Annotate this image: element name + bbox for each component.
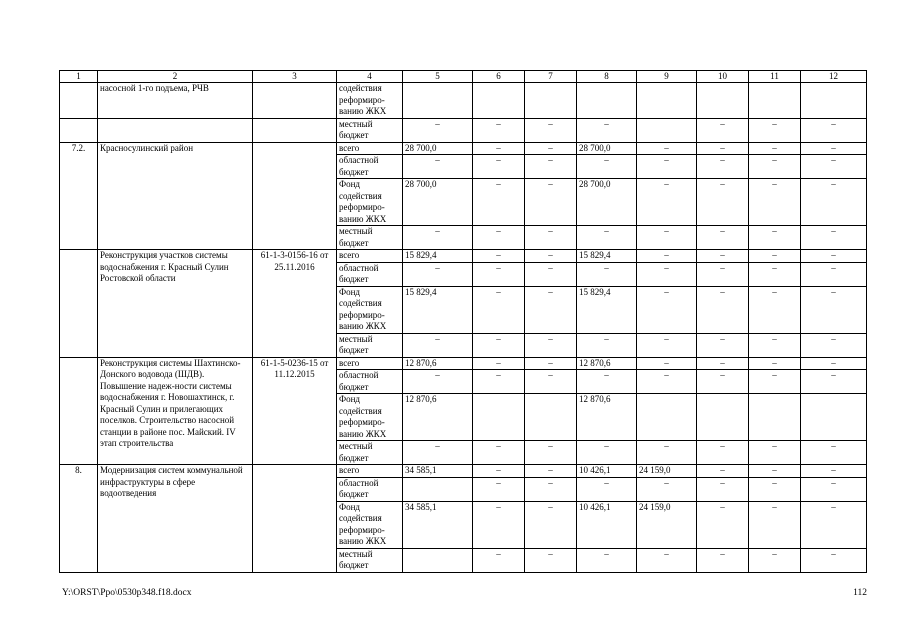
value-cell [749,394,801,441]
object-name-cell: Реконструкция участков системы водоснабжения г. Красный Сулин Ростовской области [98,250,253,358]
value-cell: – [697,262,749,286]
value-cell: – [577,155,637,179]
value-cell [801,83,867,119]
value-cell: – [801,250,867,263]
value-cell: – [473,333,525,357]
value-cell: 15 829,4 [577,286,637,333]
value-cell: – [473,142,525,155]
funding-source-cell: всего [337,465,403,478]
value-cell: 28 700,0 [403,179,473,226]
value-cell: – [749,548,801,572]
row-number-cell [60,83,98,119]
value-cell: – [577,262,637,286]
value-cell: 28 700,0 [577,142,637,155]
value-cell [473,83,525,119]
column-header: 2 [98,71,253,83]
value-cell: – [403,226,473,250]
value-cell: 15 829,4 [403,286,473,333]
value-cell: – [525,501,577,548]
value-cell [525,394,577,441]
value-cell: – [577,548,637,572]
funding-source-cell: областной бюджет [337,477,403,501]
value-cell [403,548,473,572]
table-row [60,142,867,155]
value-cell: – [749,179,801,226]
object-name-cell: насосной 1-го подъема, РЧВ [98,83,253,119]
value-cell: – [697,286,749,333]
value-cell: – [801,548,867,572]
value-cell: 12 870,6 [577,394,637,441]
row-number-cell [60,118,98,142]
column-header: 10 [697,71,749,83]
value-cell [637,83,697,119]
value-cell [525,83,577,119]
funding-source-cell: областной бюджет [337,262,403,286]
value-cell: 34 585,1 [403,465,473,478]
value-cell: – [525,226,577,250]
value-cell: – [637,262,697,286]
value-cell [697,394,749,441]
value-cell: – [697,333,749,357]
value-cell: – [473,501,525,548]
column-header: 12 [801,71,867,83]
value-cell: – [801,357,867,370]
value-cell: 12 870,6 [577,357,637,370]
value-cell: – [577,441,637,465]
value-cell: – [473,179,525,226]
value-cell: – [697,250,749,263]
value-cell [637,394,697,441]
value-cell: – [749,501,801,548]
value-cell: – [637,357,697,370]
value-cell [403,477,473,501]
value-cell: – [473,226,525,250]
funding-source-cell: всего [337,357,403,370]
value-cell: – [525,333,577,357]
value-cell: – [473,370,525,394]
value-cell: – [525,286,577,333]
value-cell: – [801,155,867,179]
value-cell: – [749,262,801,286]
value-cell: – [749,142,801,155]
funding-source-cell: областной бюджет [337,370,403,394]
value-cell: – [637,155,697,179]
value-cell: – [473,441,525,465]
value-cell: – [577,333,637,357]
value-cell: – [473,548,525,572]
value-cell: – [525,262,577,286]
value-cell: – [525,250,577,263]
value-cell: – [801,501,867,548]
value-cell: – [749,441,801,465]
funding-source-cell: местный бюджет [337,118,403,142]
value-cell: – [577,118,637,142]
value-cell: – [749,155,801,179]
document-code-cell: 61-1-3-0156-16 от 25.11.2016 [253,250,337,358]
table-row [60,83,867,119]
column-header: 8 [577,71,637,83]
value-cell: – [749,370,801,394]
page-number: 112 [853,588,867,598]
table-row [60,465,867,478]
value-cell: – [697,477,749,501]
document-code-cell: 61-1-5-0236-15 от 11.12.2015 [253,357,337,465]
funding-source-cell: Фонд содействия реформиро-ванию ЖКХ [337,179,403,226]
funding-source-cell: всего [337,142,403,155]
column-header: 4 [337,71,403,83]
funding-source-cell: местный бюджет [337,226,403,250]
document-code-cell [253,465,337,573]
value-cell [749,83,801,119]
value-cell: – [749,465,801,478]
value-cell: – [525,370,577,394]
value-cell [801,394,867,441]
value-cell: – [525,179,577,226]
value-cell: – [801,142,867,155]
value-cell: – [697,357,749,370]
value-cell: – [637,477,697,501]
column-header: 5 [403,71,473,83]
value-cell: – [697,226,749,250]
funding-source-cell: всего [337,250,403,263]
value-cell: – [801,262,867,286]
value-cell: – [637,333,697,357]
value-cell: – [525,477,577,501]
value-cell: 24 159,0 [637,465,697,478]
value-cell: – [525,142,577,155]
value-cell: – [801,118,867,142]
value-cell: – [637,286,697,333]
value-cell: – [525,441,577,465]
value-cell: – [801,286,867,333]
file-path: Y:\ORST\Ppo\0530p348.f18.docx [62,588,192,598]
value-cell: – [749,333,801,357]
funding-source-cell: областной бюджет [337,155,403,179]
value-cell: – [637,250,697,263]
value-cell [473,394,525,441]
value-cell: – [403,262,473,286]
value-cell: – [473,250,525,263]
value-cell: – [637,226,697,250]
object-name-cell: Модернизация систем коммунальной инфраструктуры в сфере водоотведения [98,465,253,573]
table-body [60,71,867,573]
value-cell: – [749,477,801,501]
document-code-cell [253,118,337,142]
value-cell: 12 870,6 [403,394,473,441]
column-header: 7 [525,71,577,83]
row-number-cell: 8. [60,465,98,573]
value-cell: 12 870,6 [403,357,473,370]
row-number-cell: 7.2. [60,142,98,250]
funding-source-cell: Фонд содействия реформиро-ванию ЖКХ [337,286,403,333]
value-cell: – [697,370,749,394]
value-cell: – [473,155,525,179]
value-cell: – [697,548,749,572]
value-cell: – [637,179,697,226]
value-cell: – [525,357,577,370]
value-cell [403,83,473,119]
value-cell: – [473,477,525,501]
value-cell: – [801,370,867,394]
value-cell: – [525,155,577,179]
value-cell: – [697,179,749,226]
object-name-cell: Реконструкция системы Шахтинско-Донского водовода (ШДВ). Повышение надеж-ности системы водоснабжения г. Новошахтинск, г. Красный Сулин и прилегающих поселков. Строительство насосной станции в районе пос. Майский. IV этап строительства [98,357,253,465]
table-row [60,250,867,263]
column-header: 6 [473,71,525,83]
value-cell: – [801,333,867,357]
funding-source-cell: Фонд содействия реформиро-ванию ЖКХ [337,501,403,548]
budget-table [59,70,867,573]
value-cell: – [525,118,577,142]
value-cell: – [801,179,867,226]
column-header: 9 [637,71,697,83]
value-cell: – [749,118,801,142]
value-cell: 10 426,1 [577,501,637,548]
value-cell: 28 700,0 [403,142,473,155]
value-cell: – [403,155,473,179]
column-header: 11 [749,71,801,83]
value-cell: – [697,155,749,179]
value-cell: – [577,477,637,501]
funding-source-cell: местный бюджет [337,548,403,572]
value-cell: – [637,142,697,155]
value-cell: – [577,226,637,250]
value-cell: – [749,226,801,250]
value-cell: – [749,250,801,263]
object-name-cell: Красносулинский район [98,142,253,250]
row-number-cell [60,357,98,465]
value-cell: – [697,501,749,548]
value-cell: – [403,333,473,357]
value-cell: 24 159,0 [637,501,697,548]
table-row [60,118,867,142]
value-cell: – [403,118,473,142]
value-cell: – [473,465,525,478]
value-cell: 15 829,4 [403,250,473,263]
document-code-cell [253,83,337,119]
funding-source-cell: Фонд содействия реформиро-ванию ЖКХ [337,394,403,441]
value-cell: – [697,465,749,478]
value-cell [697,83,749,119]
value-cell: 10 426,1 [577,465,637,478]
value-cell: – [637,441,697,465]
value-cell: – [473,118,525,142]
value-cell: – [637,548,697,572]
value-cell: – [801,477,867,501]
header-row [60,71,867,83]
value-cell: – [801,465,867,478]
funding-source-cell: местный бюджет [337,333,403,357]
object-name-cell [98,118,253,142]
funding-source-cell: содействия реформиро-ванию ЖКХ [337,83,403,119]
value-cell: – [525,548,577,572]
row-number-cell [60,250,98,358]
value-cell: 28 700,0 [577,179,637,226]
funding-source-cell: местный бюджет [337,441,403,465]
table-row [60,357,867,370]
value-cell: – [525,465,577,478]
value-cell: – [473,262,525,286]
value-cell: – [801,441,867,465]
value-cell: – [473,286,525,333]
value-cell: – [749,286,801,333]
value-cell: 34 585,1 [403,501,473,548]
column-header: 1 [60,71,98,83]
value-cell: – [697,118,749,142]
value-cell [637,118,697,142]
value-cell [577,83,637,119]
value-cell: – [697,142,749,155]
column-header: 3 [253,71,337,83]
value-cell: 15 829,4 [577,250,637,263]
value-cell: – [577,370,637,394]
document-code-cell [253,142,337,250]
value-cell: – [403,370,473,394]
value-cell: – [749,357,801,370]
value-cell: – [697,441,749,465]
value-cell: – [801,226,867,250]
value-cell: – [473,357,525,370]
value-cell: – [637,370,697,394]
value-cell: – [403,441,473,465]
